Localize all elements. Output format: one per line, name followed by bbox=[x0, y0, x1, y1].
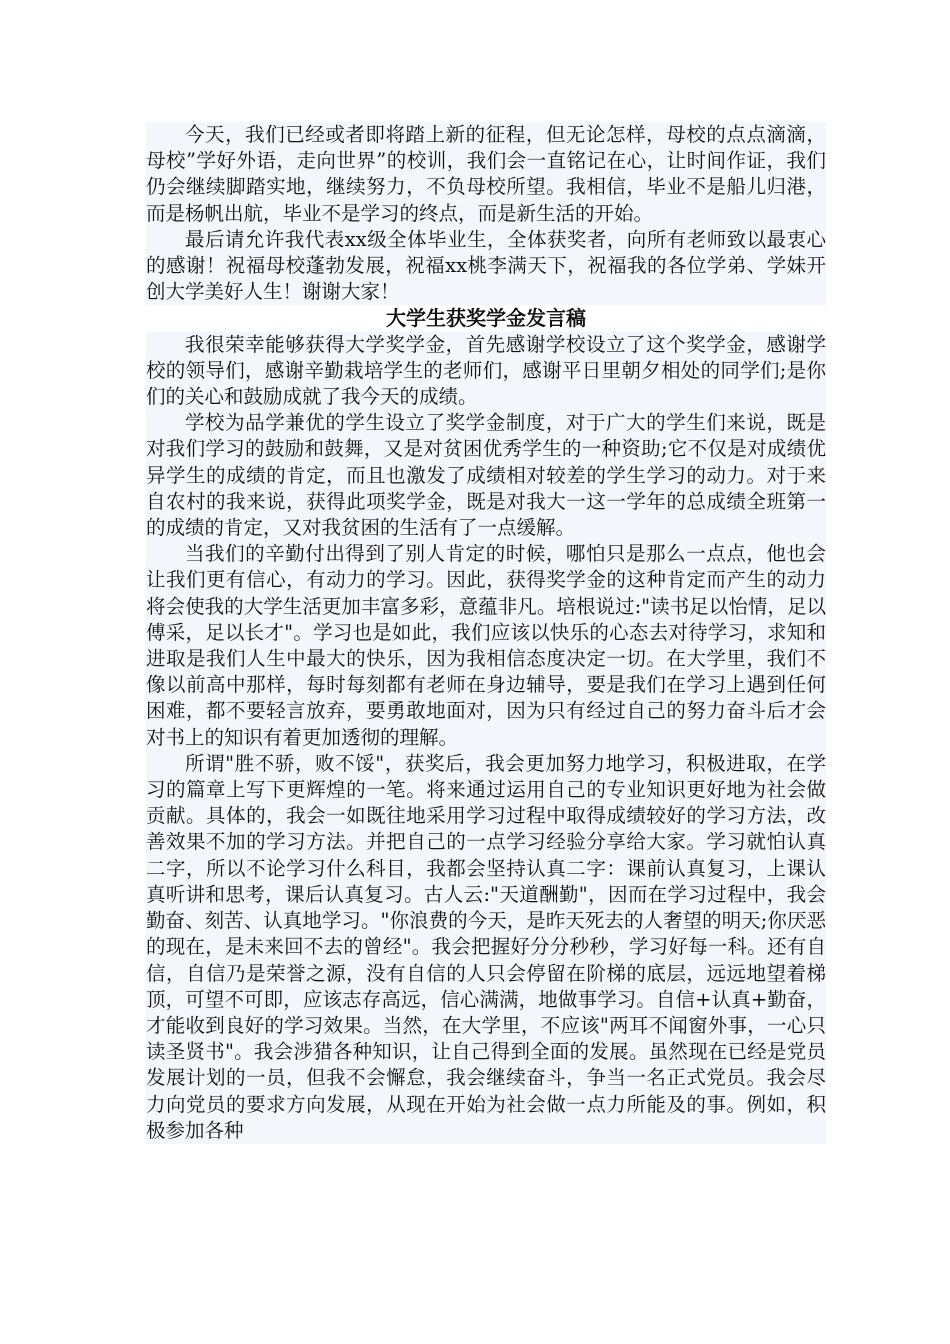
body-paragraph: 所谓"胜不骄，败不馁"，获奖后，我会更加努力地学习，积极进取，在学习的篇章上写下更辉煌的一笔。将来通过运用自己的专业知识更好地为社会做贡献。具体的，我会一如既往地采用学习过程中取得成绩较好的学习方法，改善效果不加的学习方法。并把自己的一点学习经验分享给大家。学习就怕认真二字，所以不论学习什么科目，我都会坚持认真二字：课前认真复习，上课认真听讲和思考，课后认真复习。古人云:"天道酬勤"，因而在学习过程中，我会勤奋、刻苦、认真地学习。"你浪费的今天，是昨天死去的人奢望的明天;你厌恶的现在，是未来回不去的曾经"。我会把握好分分秒秒，学习好每一科。还有自信，自信乃是荣誉之源，没有自信的人只会停留在阶梯的底层，远远地望着梯顶，可望不可即，应该志存高远，信心满满，地做事学习。自信+认真+勤奋，才能收到良好的学习效果。当然，在大学里，不应该"两耳不闻窗外事，一心只读圣贤书"。我会涉猎各种知识，让自己得到全面的发展。虽然现在已经是党员发展计划的一员，但我不会懈怠，我会继续奋斗，争当一名正式党员。我会尽力向党员的要求方向发展，从现在开始为社会做一点力所能及的事。例如，积极参加各种 bbox=[146, 751, 826, 1144]
body-paragraph: 我很荣幸能够获得大学奖学金，首先感谢学校设立了这个奖学金，感谢学校的领导们，感谢辛勤栽培学生的老师们，感谢平日里朝夕相处的同学们;是你们的关心和鼓励成就了我今天的成绩。 bbox=[146, 332, 826, 411]
section-title: 大学生获奖学金发言稿 bbox=[146, 305, 826, 331]
body-paragraph: 学校为品学兼优的学生设立了奖学金制度，对于广大的学生们来说，既是对我们学习的鼓励和鼓舞，又是对贫困优秀学生的一种资助;它不仅是对成绩优异学生的成绩的肯定，而且也激发了成绩相对较差的学生学习的动力。对于来自农村的我来说，获得此项奖学金，既是对我大一这一学年的总成绩全班第一的成绩的肯定，又对我贫困的生活有了一点缓解。 bbox=[146, 410, 826, 541]
body-paragraph: 当我们的辛勤付出得到了别人肯定的时候，哪怕只是那么一点点，他也会让我们更有信心，有动力的学习。因此，获得奖学金的这种肯定而产生的动力将会使我的大学生活更加丰富多彩，意蕴非凡。培根说过:"读书足以怡情，足以傅采，足以长才"。学习也是如此，我们应该以快乐的心态去对待学习，求知和进取是我们人生中最大的快乐，因为我相信态度决定一切。在大学里，我们不像以前高中那样，每时每刻都有老师在身边辅导，要是我们在学习上遇到任何困难，都不要轻言放弃，要勇敢地面对，因为只有经过自己的努力奋斗后才会对书上的知识有着更加透彻的理解。 bbox=[146, 541, 826, 751]
intro-paragraph: 最后请允许我代表xx级全体毕业生，全体获奖者，向所有老师致以最衷心的感谢！祝福母校蓬勃发展，祝福xx桃李满天下，祝福我的各位学弟、学妹开创大学美好人生！谢谢大家！ bbox=[146, 227, 826, 306]
document-page bbox=[146, 122, 826, 1144]
intro-paragraph: 今天，我们已经或者即将踏上新的征程，但无论怎样，母校的点点滴滴，母校”学好外语，走向世界”的校训，我们会一直铭记在心，让时间作证，我们仍会继续脚踏实地，继续努力，不负母校所望。我相信，毕业不是船儿归港，而是杨帆出航，毕业不是学习的终点，而是新生活的开始。 bbox=[146, 122, 826, 227]
